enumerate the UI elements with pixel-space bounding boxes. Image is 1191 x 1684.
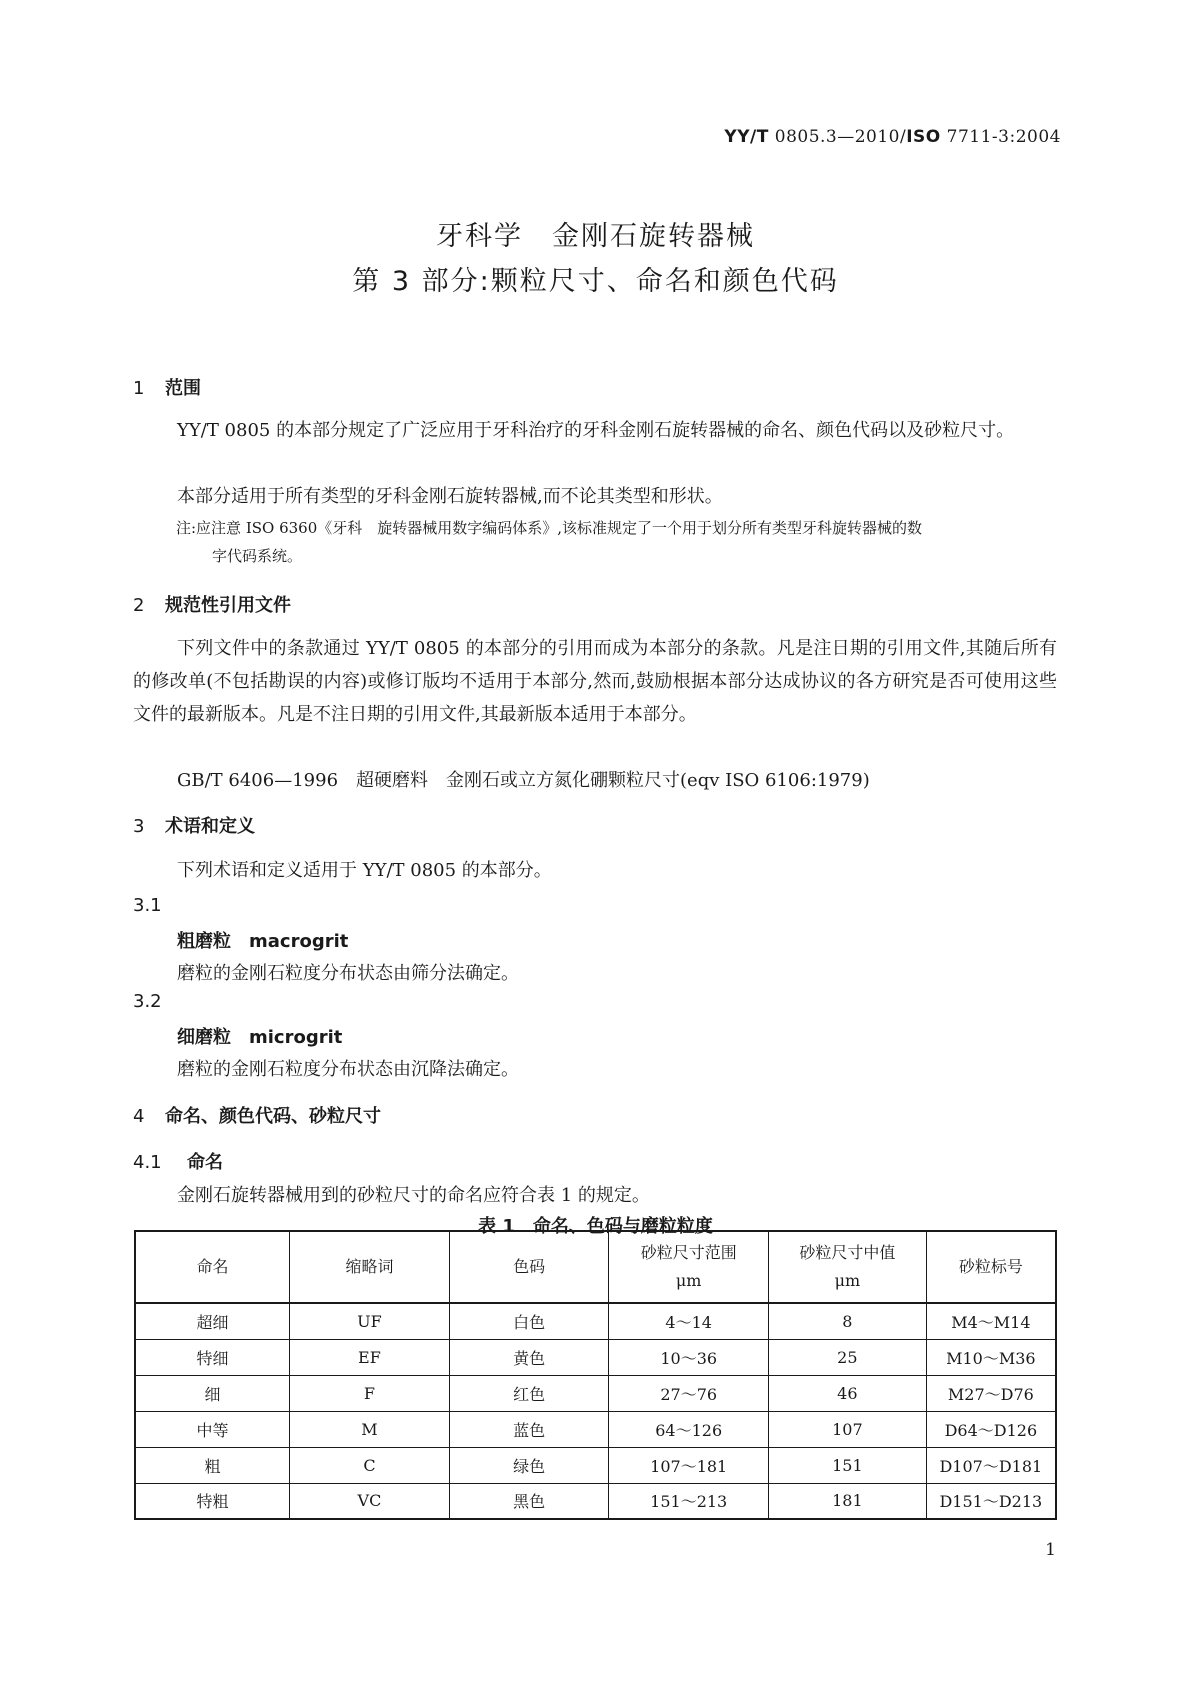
section-2-reference: GB/T 6406—1996 超硬磨料 金刚石或立方氮化硼颗粒尺寸(eqv ISO 6106:1979) (177, 770, 870, 791)
section-number: 3 (133, 816, 145, 837)
cell-color: 蓝色 (449, 1411, 609, 1447)
range-unit: μm (675, 1271, 702, 1290)
cell-range: 4～14 (609, 1303, 769, 1339)
cell-range: 107～181 (609, 1447, 769, 1483)
table-row (135, 1447, 1056, 1483)
section-2-heading (133, 591, 291, 617)
section-1-para-2: 本部分适用于所有类型的牙科金刚石旋转器械,而不论其类型和形状。 (177, 486, 723, 507)
section-title: 命名、颜色代码、砂粒尺寸 (165, 1106, 381, 1127)
table-1-caption: 表 1 命名、色码与磨粒粒度 (478, 1216, 713, 1237)
page-number: 1 (1045, 1540, 1056, 1560)
cell-range: 10～36 (609, 1339, 769, 1375)
col-header-name: 命名 (135, 1231, 290, 1303)
cell-abbr: C (290, 1447, 450, 1483)
cell-median: 181 (769, 1483, 927, 1519)
cell-median: 46 (769, 1375, 927, 1411)
cell-grit: D107～D181 (926, 1447, 1056, 1483)
subsection-4-1-para: 金刚石旋转器械用到的砂粒尺寸的命名应符合表 1 的规定。 (177, 1185, 650, 1206)
term-3-2-definition: 磨粒的金刚石粒度分布状态由沉降法确定。 (177, 1059, 519, 1080)
note-line-2: 字代码系统。 (212, 547, 303, 565)
cell-range: 27～76 (609, 1375, 769, 1411)
cell-abbr: M (290, 1411, 450, 1447)
std-number: 0805.3—2010/ (774, 127, 907, 147)
term-3-1-definition: 磨粒的金刚石粒度分布状态由筛分法确定。 (177, 963, 519, 984)
cell-name: 细 (135, 1375, 290, 1411)
section-1-para-1: YY/T 0805 的本部分规定了广泛应用于牙科治疗的牙科金刚石旋转器械的命名、颜色代码以及砂粒尺寸。 (177, 420, 1015, 441)
iso-number: 7711-3:2004 (946, 127, 1061, 147)
section-number: 2 (133, 595, 145, 616)
col-header-range (609, 1231, 769, 1303)
cell-median: 151 (769, 1447, 927, 1483)
table-1 (134, 1230, 1057, 1520)
cell-grit: D151～D213 (926, 1483, 1056, 1519)
document-title-line1: 牙科学 金刚石旋转器械 (436, 221, 755, 252)
cell-color: 白色 (449, 1303, 609, 1339)
cell-color: 黑色 (449, 1483, 609, 1519)
std-prefix: YY/T (724, 127, 769, 147)
section-3-heading (133, 812, 255, 838)
subsection-title: 命名 (187, 1152, 223, 1173)
cell-grit: M27～D76 (926, 1375, 1056, 1411)
cell-color: 红色 (449, 1375, 609, 1411)
cell-color: 绿色 (449, 1447, 609, 1483)
term-3-1: 粗磨粒 macrogrit (177, 931, 349, 952)
cell-grit: D64～D126 (926, 1411, 1056, 1447)
document-title-line2: 第 3 部分:颗粒尺寸、命名和颜色代码 (352, 266, 839, 297)
median-unit: μm (834, 1271, 861, 1290)
col-header-grit: 砂粒标号 (926, 1231, 1056, 1303)
cell-name: 特粗 (135, 1483, 290, 1519)
table-row (135, 1411, 1056, 1447)
section-title: 规范性引用文件 (165, 595, 291, 616)
standard-code-header (724, 127, 1061, 147)
cell-name: 中等 (135, 1411, 290, 1447)
cell-name: 粗 (135, 1447, 290, 1483)
cell-name: 特细 (135, 1339, 290, 1375)
table-row (135, 1303, 1056, 1339)
section-4-heading (133, 1102, 381, 1128)
section-title: 术语和定义 (165, 816, 255, 837)
subsection-4-1-heading (133, 1148, 223, 1174)
table-row (135, 1483, 1056, 1519)
section-number: 4 (133, 1106, 145, 1127)
table-row (135, 1339, 1056, 1375)
col-header-median (769, 1231, 927, 1303)
table-header-row (135, 1231, 1056, 1303)
cell-range: 151～213 (609, 1483, 769, 1519)
cell-abbr: VC (290, 1483, 450, 1519)
note-line-1: 注:应注意 ISO 6360《牙科 旋转器械用数字编码体系》,该标准规定了一个用于划分所有类型牙科旋转器械的数 (176, 519, 923, 537)
section-number: 1 (133, 378, 145, 399)
section-2-para-1: 下列文件中的条款通过 YY/T 0805 的本部分的引用而成为本部分的条款。凡是注日期的引用文件,其随后所有的修改单(不包括勘误的内容)或修订版均不适用于本部分,然而,鼓励根据本部分达成协议的各方研究是否可使用这些文件的最新版本。凡是不注日期的引用文件,其最新版本适用于本部分。 (133, 638, 1057, 725)
cell-median: 107 (769, 1411, 927, 1447)
term-3-2: 细磨粒 microgrit (177, 1027, 343, 1048)
term-3-2-number: 3.2 (133, 991, 162, 1012)
cell-abbr: F (290, 1375, 450, 1411)
cell-median: 25 (769, 1339, 927, 1375)
col-header-abbr: 缩略词 (290, 1231, 450, 1303)
cell-grit: M10～M36 (926, 1339, 1056, 1375)
section-1-heading (133, 374, 201, 400)
section-title: 范围 (165, 378, 201, 399)
median-label: 砂粒尺寸中值 (799, 1243, 896, 1262)
range-label: 砂粒尺寸范围 (640, 1243, 737, 1262)
cell-median: 8 (769, 1303, 927, 1339)
cell-name: 超细 (135, 1303, 290, 1339)
cell-color: 黄色 (449, 1339, 609, 1375)
table-row (135, 1375, 1056, 1411)
iso-prefix: ISO (906, 127, 941, 147)
section-3-para-1: 下列术语和定义适用于 YY/T 0805 的本部分。 (177, 860, 552, 881)
cell-abbr: UF (290, 1303, 450, 1339)
term-3-1-number: 3.1 (133, 895, 162, 916)
cell-grit: M4～M14 (926, 1303, 1056, 1339)
cell-range: 64～126 (609, 1411, 769, 1447)
subsection-number: 4.1 (133, 1152, 162, 1173)
col-header-color: 色码 (449, 1231, 609, 1303)
cell-abbr: EF (290, 1339, 450, 1375)
section-1-note (176, 514, 1057, 570)
